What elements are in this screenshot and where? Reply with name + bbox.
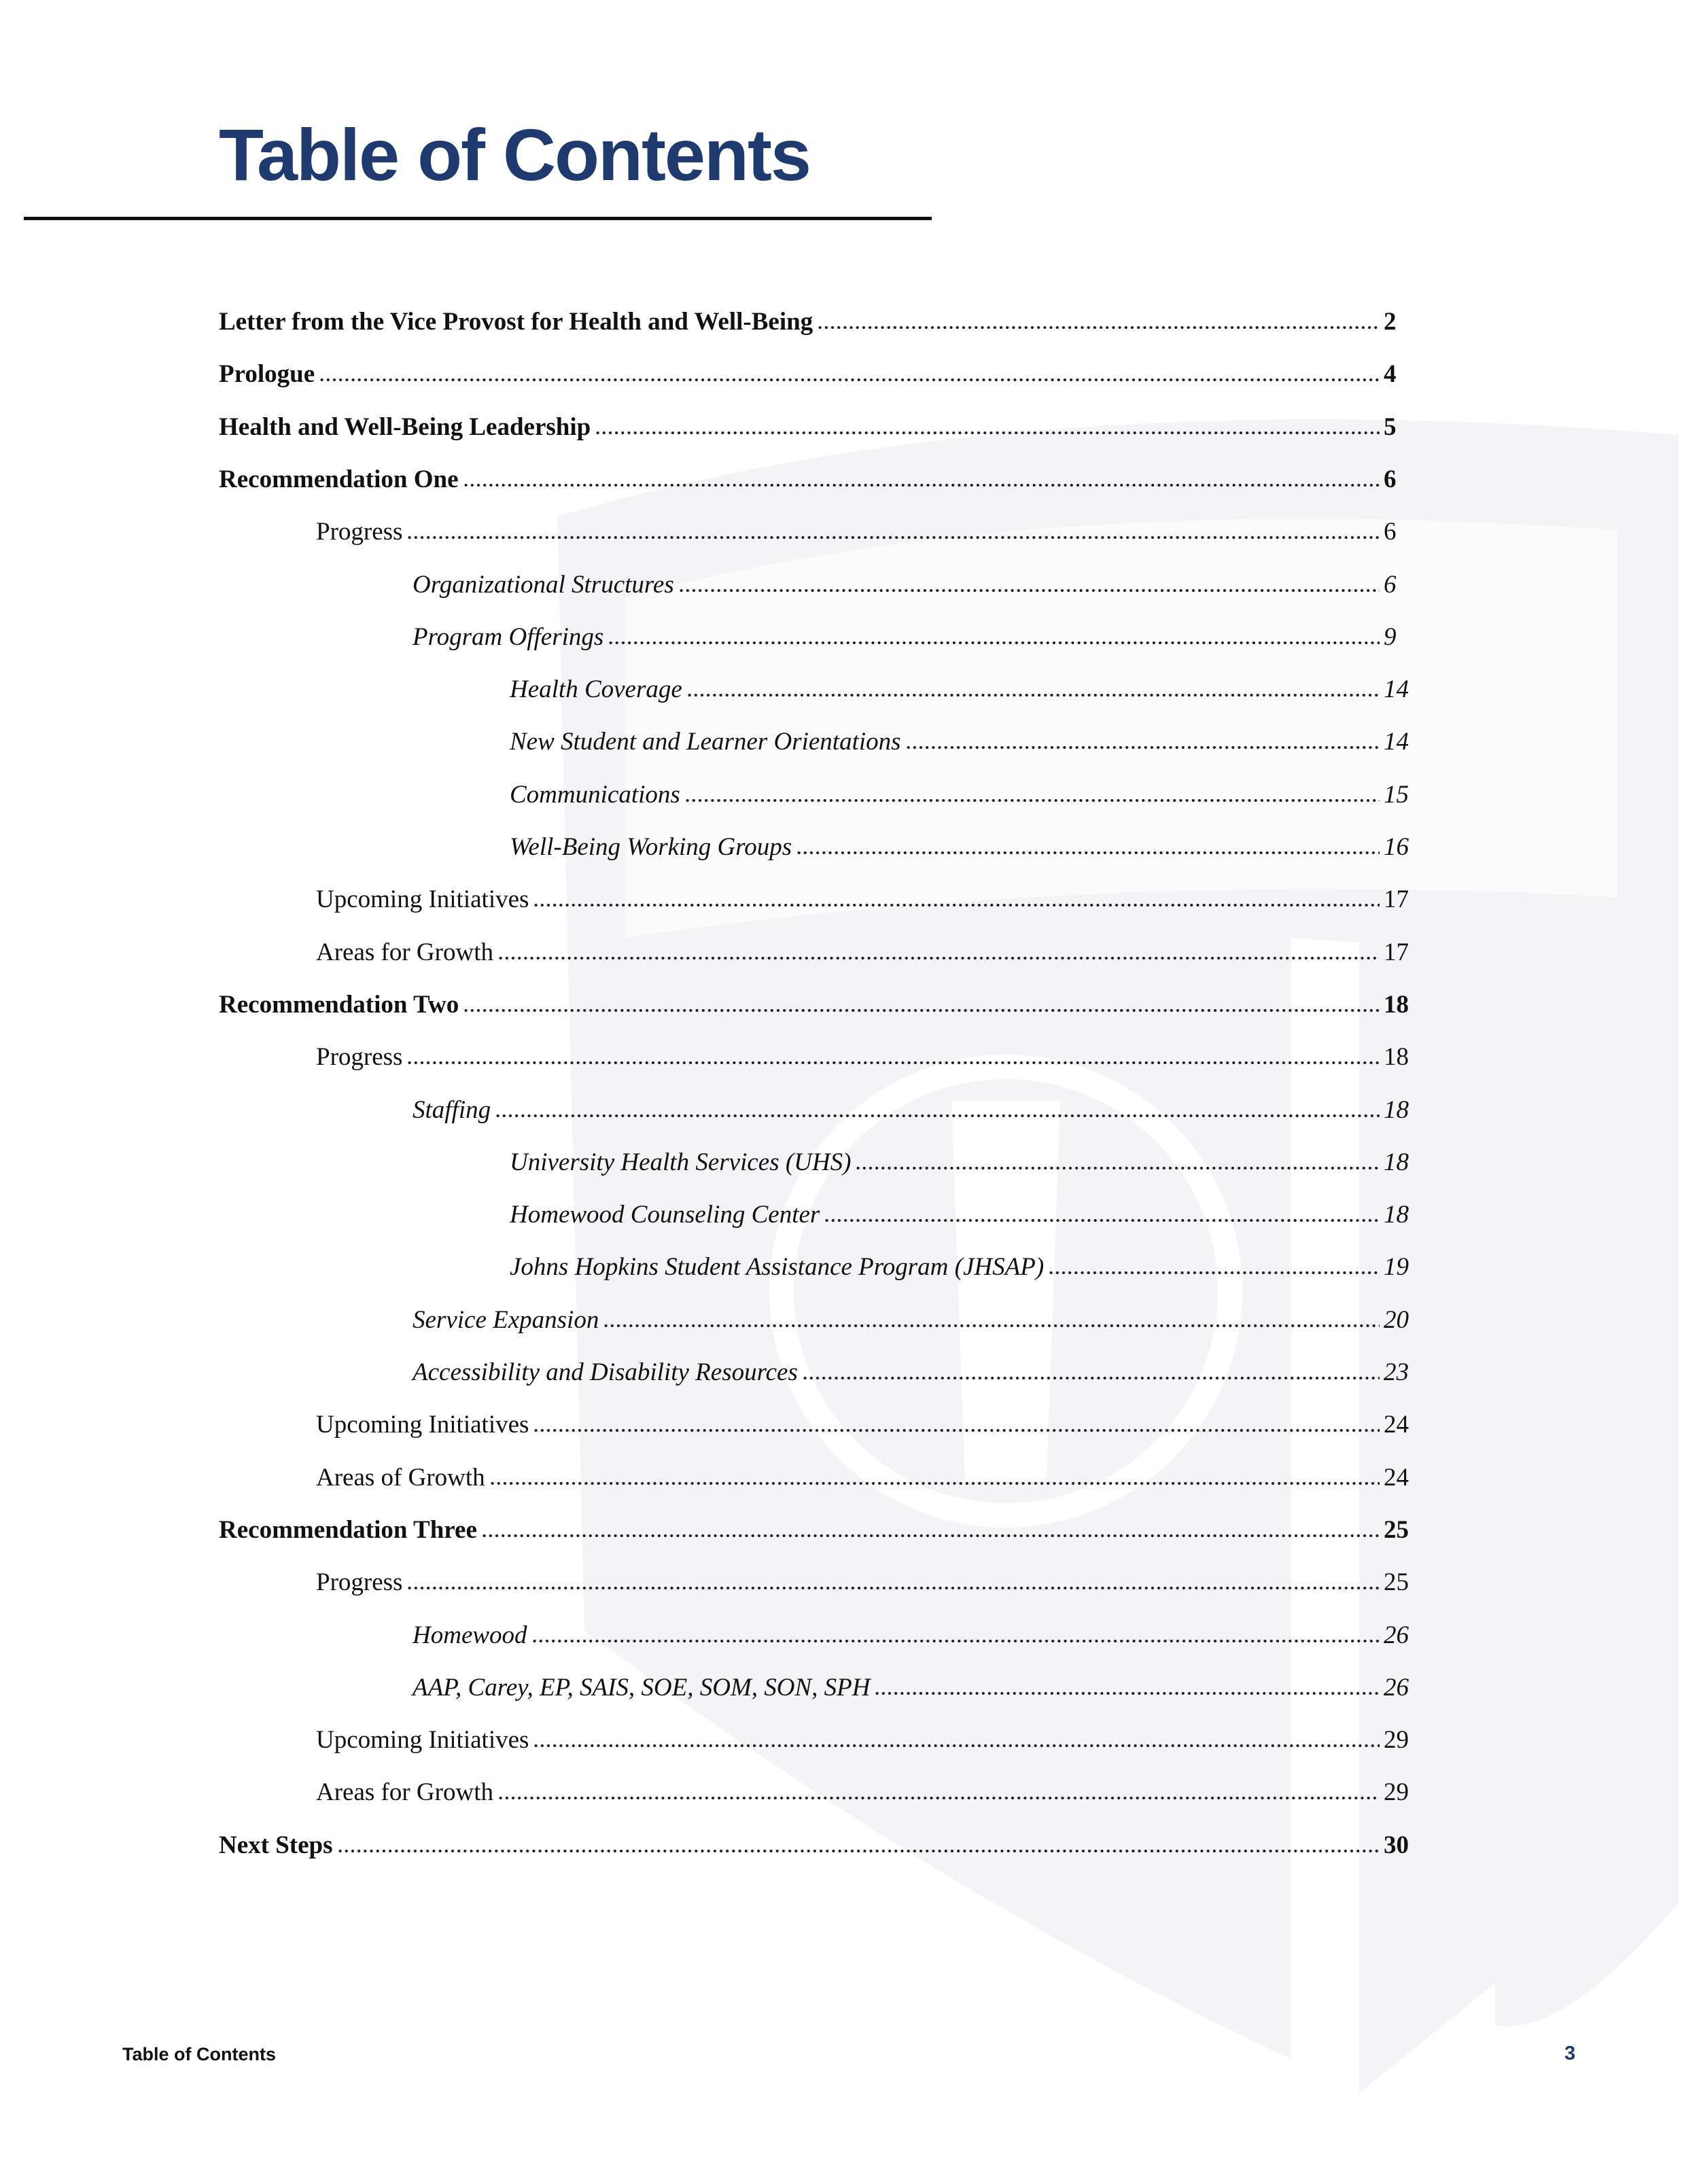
dot-leader xyxy=(905,745,1380,750)
dot-leader xyxy=(802,1376,1380,1380)
toc-entry-label: Recommendation Three xyxy=(219,1515,477,1544)
toc-entry-label: Progress xyxy=(316,518,403,546)
toc-entry-label: University Health Services (UHS) xyxy=(510,1148,852,1176)
toc-entry-page: 16 xyxy=(1384,833,1409,861)
footer-page-number: 3 xyxy=(1564,2043,1576,2064)
toc-entry-page: 18 xyxy=(1384,990,1409,1019)
toc-entry-page: 25 xyxy=(1384,1515,1409,1544)
toc-entry-label: Health and Well-Being Leadership xyxy=(219,412,591,441)
toc-entry-page: 25 xyxy=(1384,1568,1409,1597)
dot-leader xyxy=(1048,1271,1380,1275)
toc-entry-page: 4 xyxy=(1384,360,1397,389)
toc-entry-page: 15 xyxy=(1384,780,1409,809)
toc-entry-page: 18 xyxy=(1384,1148,1409,1176)
toc-entry-page: 5 xyxy=(1384,412,1397,441)
dot-leader xyxy=(603,1324,1380,1328)
toc-entry-label: Upcoming Initiatives xyxy=(316,1411,529,1439)
toc-entry[interactable] xyxy=(413,1358,1414,1398)
toc-entry[interactable] xyxy=(510,1252,1414,1293)
dot-leader xyxy=(497,956,1380,960)
toc-entry[interactable] xyxy=(316,1042,1414,1083)
toc-entry-page: 18 xyxy=(1384,1043,1409,1072)
toc-entry-page: 29 xyxy=(1384,1778,1409,1807)
dot-leader xyxy=(463,483,1380,487)
toc-entry-label: AAP, Carey, EP, SAIS, SOE, SOM, SON, SPH xyxy=(413,1673,871,1702)
toc-entry-page: 19 xyxy=(1384,1253,1409,1282)
dot-leader xyxy=(497,1796,1380,1800)
toc-entry-page: 17 xyxy=(1384,885,1409,914)
toc-entry[interactable] xyxy=(219,990,1414,1031)
toc-entry-label: Service Expansion xyxy=(413,1305,599,1334)
toc-entry-page: 18 xyxy=(1384,1201,1409,1229)
toc-entry[interactable] xyxy=(510,832,1414,873)
toc-entry[interactable] xyxy=(219,1515,1414,1556)
toc-entry[interactable] xyxy=(316,1568,1414,1608)
dot-leader xyxy=(855,1166,1380,1170)
toc-entry-label: Well-Being Working Groups xyxy=(510,833,792,861)
toc-entry-label: Areas of Growth xyxy=(316,1463,485,1492)
toc-entry-page: 6 xyxy=(1384,465,1397,493)
toc-entry-page: 30 xyxy=(1384,1831,1409,1859)
dot-leader xyxy=(796,851,1380,855)
toc-entry[interactable] xyxy=(413,622,1414,663)
dot-leader xyxy=(463,1008,1380,1012)
dot-leader xyxy=(533,903,1380,907)
toc-entry-page: 6 xyxy=(1384,518,1397,546)
toc-entry[interactable] xyxy=(316,885,1414,926)
toc-entry-page: 20 xyxy=(1384,1305,1409,1334)
toc-entry-page: 24 xyxy=(1384,1463,1409,1492)
footer-section-label: Table of Contents xyxy=(122,2044,276,2064)
dot-leader xyxy=(874,1691,1380,1695)
toc-entry[interactable] xyxy=(413,1305,1414,1346)
toc-entry-label: Areas for Growth xyxy=(316,1778,493,1807)
toc-entry[interactable] xyxy=(316,1410,1414,1451)
toc-entry-page: 17 xyxy=(1384,938,1409,966)
toc-entry-page: 2 xyxy=(1384,308,1397,336)
toc-entry-label: Homewood Counseling Center xyxy=(510,1201,820,1229)
toc-entry[interactable] xyxy=(413,1621,1414,1661)
title-divider xyxy=(24,217,932,220)
toc-entry[interactable] xyxy=(219,307,1414,348)
toc-entry-label: Progress xyxy=(316,1568,403,1597)
toc-entry-label: Organizational Structures xyxy=(413,570,674,599)
toc-entry-label: Homewood xyxy=(413,1621,527,1649)
toc-entry-label: Recommendation One xyxy=(219,465,459,493)
toc-entry-label: Staffing xyxy=(413,1095,491,1124)
dot-leader xyxy=(319,378,1380,382)
toc-entry[interactable] xyxy=(316,1778,1414,1818)
toc-entry-page: 29 xyxy=(1384,1726,1409,1755)
toc-entry[interactable] xyxy=(219,1831,1414,1871)
toc-entry-label: New Student and Learner Orientations xyxy=(510,728,901,756)
toc-entry[interactable] xyxy=(510,780,1414,821)
toc-entry-label: Progress xyxy=(316,1043,403,1072)
dot-leader xyxy=(817,325,1380,330)
dot-leader xyxy=(406,535,1380,540)
toc-entry[interactable] xyxy=(219,412,1414,453)
dot-leader xyxy=(608,641,1380,645)
toc-entry-label: Program Offerings xyxy=(413,622,604,651)
toc-entry-label: Letter from the Vice Provost for Health and Well-Being xyxy=(219,308,813,336)
toc-entry-label: Communications xyxy=(510,780,680,809)
dot-leader xyxy=(489,1481,1380,1485)
toc-entry-label: Recommendation Two xyxy=(219,990,459,1019)
dot-leader xyxy=(533,1428,1380,1432)
toc-entry-label: Health Coverage xyxy=(510,675,682,704)
toc-entry-label: Upcoming Initiatives xyxy=(316,885,529,914)
dot-leader xyxy=(678,588,1380,593)
toc-entry[interactable] xyxy=(413,570,1414,611)
toc-entry[interactable] xyxy=(510,1148,1414,1188)
dot-leader xyxy=(531,1639,1380,1643)
toc-entry-label: Prologue xyxy=(219,360,315,389)
dot-leader xyxy=(824,1218,1380,1222)
dot-leader xyxy=(686,693,1380,697)
toc-entry[interactable] xyxy=(316,1463,1414,1504)
toc-entry-page: 23 xyxy=(1384,1358,1409,1386)
toc-entry[interactable] xyxy=(316,1725,1414,1766)
dot-leader xyxy=(406,1061,1380,1065)
toc-entry-label: Next Steps xyxy=(219,1831,333,1859)
toc-entry[interactable] xyxy=(316,517,1414,558)
dot-leader xyxy=(337,1849,1380,1853)
toc-entry[interactable] xyxy=(413,1673,1414,1714)
toc-entry-page: 26 xyxy=(1384,1673,1409,1702)
dot-leader xyxy=(595,431,1380,435)
toc-entry-label: Johns Hopkins Student Assistance Program (JHSAP) xyxy=(510,1253,1045,1282)
toc-entry-page: 14 xyxy=(1384,675,1409,704)
toc-entry[interactable] xyxy=(219,465,1414,506)
toc-entry-label: Accessibility and Disability Resources xyxy=(413,1358,798,1386)
toc-entry-page: 9 xyxy=(1384,622,1397,651)
dot-leader xyxy=(495,1114,1380,1118)
dot-leader xyxy=(406,1586,1380,1590)
toc-entry-page: 14 xyxy=(1384,728,1409,756)
dot-leader xyxy=(481,1534,1380,1538)
toc-entry[interactable] xyxy=(510,727,1414,768)
toc-entry[interactable] xyxy=(413,1095,1414,1136)
dot-leader xyxy=(533,1744,1380,1748)
toc-entry[interactable] xyxy=(316,938,1414,979)
toc-entry-page: 6 xyxy=(1384,570,1397,599)
toc-entry[interactable] xyxy=(510,1200,1414,1241)
toc-entry-page: 26 xyxy=(1384,1621,1409,1649)
toc-entry-page: 24 xyxy=(1384,1411,1409,1439)
toc-entry-label: Areas for Growth xyxy=(316,938,493,966)
page-title: Table of Contents xyxy=(219,113,810,196)
toc-entry-page: 18 xyxy=(1384,1095,1409,1124)
toc-entry-label: Upcoming Initiatives xyxy=(316,1726,529,1755)
dot-leader xyxy=(684,798,1380,803)
toc-entry[interactable] xyxy=(510,675,1414,716)
toc-entry[interactable] xyxy=(219,359,1414,400)
